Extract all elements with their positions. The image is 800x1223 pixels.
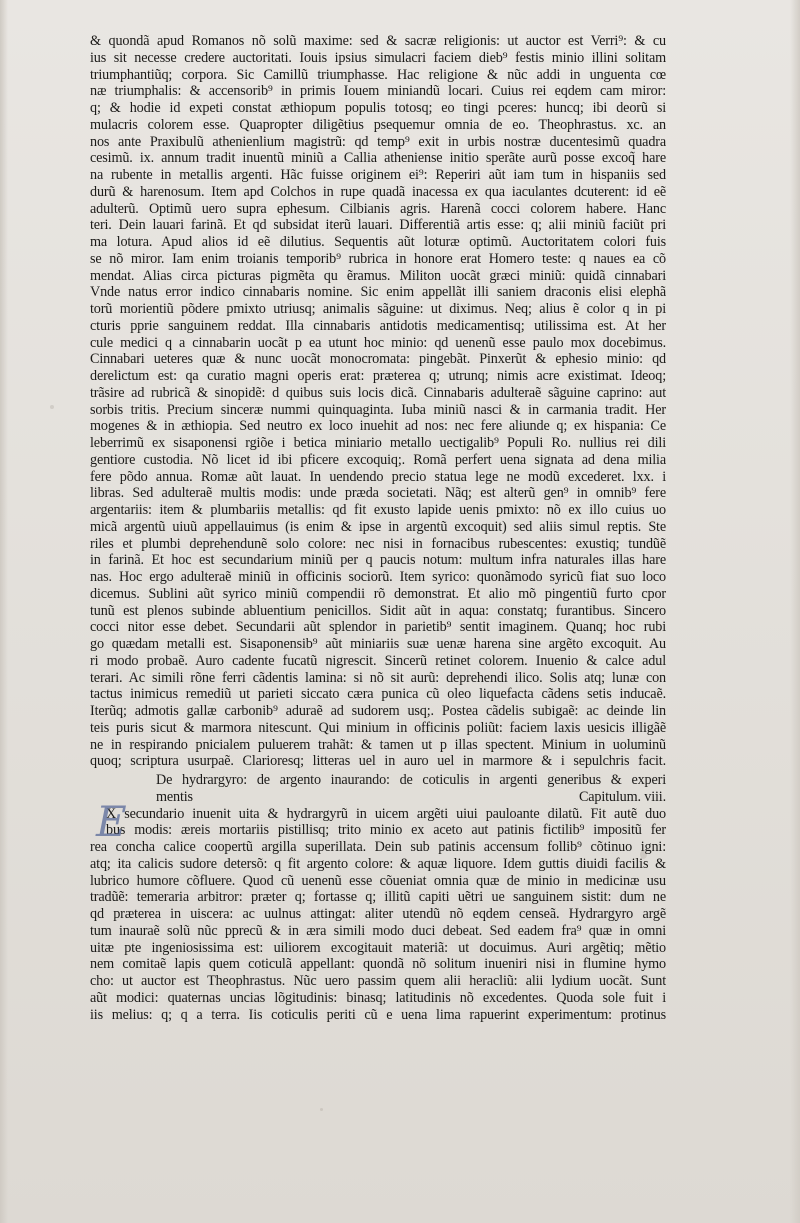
text-line: uitæ pte ingeniosissima est: uiliorem excogitauit materiã: ut docuimus. Auri argẽtiq; mẽtio (90, 939, 666, 956)
body-text (90, 33, 666, 1023)
text-line: torũ morientiũ põdere pmixto utriusq; animalis sãguine: ut diximus. Neq; alius ẽ color q in pi (90, 301, 666, 317)
text-line: dicemus. Sublini aũt syrico miniũ compendii rõ demonstrat. Et alio mõ pingentiũ furto cpor (90, 585, 666, 602)
text-line: teis puris sicut & marmora nitescunt. Qui minium in officinis poliũt: faciem laxis uesicis illigãẽ (90, 719, 666, 736)
text-line: leberrimũ ex sisaponensi rgiõe i betica miniario metallo uectigalib⁹ Populi Ro. nullius rei dili (90, 435, 666, 451)
text-line: lubrico humore cõfluere. Quod cũ uenenũ esse cõueniat omnia quæ de minio in medicinæ usu (90, 872, 666, 889)
text-line: terari. Ac simili rõne ferri cãdentis lamina: si nõ sit aurũ: deprehendi ilico. Solis atq; lunæ con (90, 669, 666, 686)
text-line: tactus inimicus remediũ ut parieti siccato cæra punica cũ oleo liquefacta cãdens setis inducaẽ. (90, 686, 666, 703)
text-line: nas. Hoc ergo adulteraẽ miniũ in officinis sociorũ. Item syrico: quonãmodo syricũ fiat suo loco (90, 569, 666, 585)
paragraph-bottom (90, 839, 666, 1023)
paper-stain (320, 1108, 323, 1111)
text-line: se nõ miror. Iam enim troianis temporib⁹ rubrica in honore erat Homero teste: q naues ea cõ (90, 250, 666, 267)
text-line: ne in respirando pnicialem puluerem trahãt: & tamen ut p illas spectent. Minium in uoluminũ (90, 736, 666, 753)
text-line: mendat. Alias circa picturas pigmẽta qu ẽramus. Militon uocãt græci miniũ: quidã cinnabari (90, 267, 666, 284)
text-line: in farinã. Et hoc est secundarium miniũ per q paucis notum: multum infra naturales illas hare (90, 552, 666, 569)
paper-stain (50, 405, 54, 409)
text-line: ma lotura. Apud alios id eẽ dilutius. Sequentis aũt loturæ optimũ. Auctoritatem colori fuis (90, 234, 666, 250)
text-line: næ triumphalis: & accensorib⁹ in primis Iouem miniandũ locari. Cuius rei eqdem cam miror: (90, 83, 666, 100)
text-line: rea concha calice coopertũ argilla superillata. Dein sub patinis accensum follib⁹ cõtinuo igni: (90, 839, 666, 855)
chapter-label: Capitulum. viii. (578, 788, 666, 805)
text-line: argentariis: item & plumbariis metallis: qd fit exusto lapide uenis pmixto: nõ ex illo cuius uo (90, 502, 666, 518)
paragraph-indented (90, 806, 666, 840)
text-line: gentiore custodia. Nõ licet id ibi pficere excoquiq;. Romã perfert uena signata ad dena milia (90, 451, 666, 468)
text-line: q; & hodie id expeti constat æthiopum populis totosq; eo tingi pceres: huncq; ibi deorũ si (90, 100, 666, 116)
text-line: Vnde natus error indico cinnabaris nomine. Sic enim appellãt illi saniem draconis elisi elephã (90, 284, 666, 301)
text-line: micã argentũ uiuũ appellauimus (is enim & ipse in argentũ excoquit) sed aliis simul reptis. Ste (90, 518, 666, 535)
text-line: ri modo probaẽ. Auro cadente fucatũ nigrescit. Sincerũ retinet colorem. Inuenio & calce adul (90, 652, 666, 669)
text-line: iis melius: q; q a terra. Iis coticulis periti cũ e uena lima rapuerint experimentum: protinus (90, 1006, 666, 1023)
text-line: tunũ est plenos subinde abluentium penicillos. Sidit aũt in aqua: constatq; furantibus. Sincero (90, 602, 666, 619)
text-line: atq; ita calicis sudore detersõ: q fit argento colore: & aquæ liquore. Idem guttis diuidi facilis & (90, 855, 666, 872)
chapter-heading-line-2 (90, 789, 666, 806)
decorated-initial: E (96, 797, 127, 846)
text-line: mulacris colorem esse. Quapropter diligẽtius psequemur omnia de eo. Theophrastus. xc. an (90, 116, 666, 133)
text-line: riles et plumbi deprehendunẽ solo colore: nec nisi in fornacibus rubescentes: exustiq; tundũẽ (90, 535, 666, 552)
text-line: cho: ut auctor est Theophrastus. Nũc uero passim quem alii heracliũ: alii lydium uocãt. Sunt (90, 973, 666, 989)
chapter-heading-line-1: De hydrargyro: de argento inaurando: de coticulis in argenti generibus & experi (156, 772, 666, 788)
paragraph-top (90, 33, 666, 770)
text-line: adulterũ. Optimũ uero supra ephesum. Cilbianis agris. Harenã cocci colorem habere. Hanc (90, 200, 666, 217)
text-line: Cinnabari ueteres quæ & nunc uocãt monocromata: pingebãt. Pinxerũt & ephesio minio: qd (90, 351, 666, 368)
text-line: quoq; scriptura usurpaẽ. Clarioresq; litteras uel in auro uel in marmore & i sepulchris facit. (90, 753, 666, 770)
text-line: X secundario inuenit uita & hydrargyrũ in uicem argẽti uiui pauloante dilatũ. Fit autẽ duo (106, 805, 666, 822)
text-line: aũt modici: quaternas uncias lõgitudinis: binasq; latitudinis nõ excedentes. Quoda sole fuit i (90, 989, 666, 1006)
text-line: durũ & harenosum. Item apd Colchos in rupe quadã inacessa ex qua iaculantes dcuterent: id eẽ (90, 183, 666, 200)
text-line: nem comitaẽ lapis quem coticulã appellant: quondã nõ solitum inueniri nisi in flumine hymo (90, 956, 666, 973)
text-line: tum inauraẽ solũ nũc pprecũ & in æra simili modo duci debeat. Sed eadem fra⁹ quæ in omni (90, 922, 666, 939)
text-line: go quædam metalli est. Sisaponensib⁹ aũt miniariis suæ uenæ harena sine argẽto excoquit. Au (90, 636, 666, 652)
text-line: sorbis tritis. Precium sinceræ nummi quinquaginta. Iuba miniũ nasci & in carmania tradit. Her (90, 401, 666, 418)
text-line: ius sit necesse credere auctoritati. Iouis ipsius simulacri faciem dieb⁹ festis minio illini solitam (90, 49, 666, 66)
text-line: cesimũ. ix. annum tradit inuentũ miniũ a Callia atheniense initio sperãte aurũ posse excoq̃ hare (90, 150, 666, 167)
chapter-heading-continuation: mentis (156, 788, 193, 805)
text-line: cturis pprie sanguinem reddat. Illa cinnabaris antidotis medicamentisq; utilissima est. At her (90, 317, 666, 334)
text-line: cocci nitor esse debet. Secundarii aũt splendor in parietib⁹ sentit imaginem. Quanq; hoc rubi (90, 619, 666, 636)
text-line: qd præterea in uiscera: ac uulnus attingat: aliter utendũ nõ eqdem censeã. Hydrargyro argẽ (90, 906, 666, 922)
text-line: fere põdo annua. Romæ aũt lauat. In uendendo precio statua lege ne modũ excederet. lxx. i (90, 468, 666, 485)
text-line: libras. Sed adulteraẽ multis modis: unde præda societati. Nãq; est alterũ gen⁹ in omnib⁹ fere (90, 485, 666, 502)
text-line: triumphantiũq; corpora. Sic Camillũ triumphasse. Hac religione & nũc addi in unguenta cœ (90, 66, 666, 83)
text-line: bus modis: æreis mortariis pistillisq; trito minio ex aceto aut patinis fictilib⁹ impositũ fer (106, 822, 666, 839)
text-line: na rubente in metallis argenti. Hãc fuisse originem ei⁹: Reperiri aũt iam tum in hispaniis sed (90, 167, 666, 183)
text-line: Iterũq; admotis gallæ carbonib⁹ aduraẽ ad sudorem usq;. Postea cãdelis subigaẽ: ac deinde lin (90, 703, 666, 719)
text-line: tradũẽ: temeraria arbitror: præter q; fortasse q; illitũ capiti uẽtri ue sanguinem sistit: dum ne (90, 889, 666, 906)
text-line: derelictum est: qa curatio magni operis erat: præterea q; utrunq; nimis acre existimat. Ideoq; (90, 368, 666, 384)
text-line: & quondã apud Romanos nõ solũ maxime: sed & sacræ religionis: ut auctor est Verri⁹: & cu (90, 33, 666, 49)
text-line: trãsire ad rubricã & sinopidẽ: d quibus suis locis dicã. Cinnabaris adulteraẽ sãguine caprino: aut (90, 384, 666, 401)
text-line: nos ante Praxibulũ athenienlium magistrũ: qd temp⁹ exit in urbis nostræ ducentesimũ quadra (90, 133, 666, 150)
text-line: mogenes & in æthiopia. Sed neutro ex loco inuehit ad nos: nec fere aliunde q; ex hispania: Ce (90, 418, 666, 435)
text-line: teri. Dein lauari farinã. Et qd subsidat iterũ lauari. Differentiã artis esse: q; alii miniũ faciũt pri (90, 217, 666, 234)
chapter-heading-block (90, 772, 666, 846)
text-line: cule medici q a cinnabarin uocãt p ea utunt hoc minio: qd uenenũ esse paulo mox docebimus. (90, 334, 666, 351)
